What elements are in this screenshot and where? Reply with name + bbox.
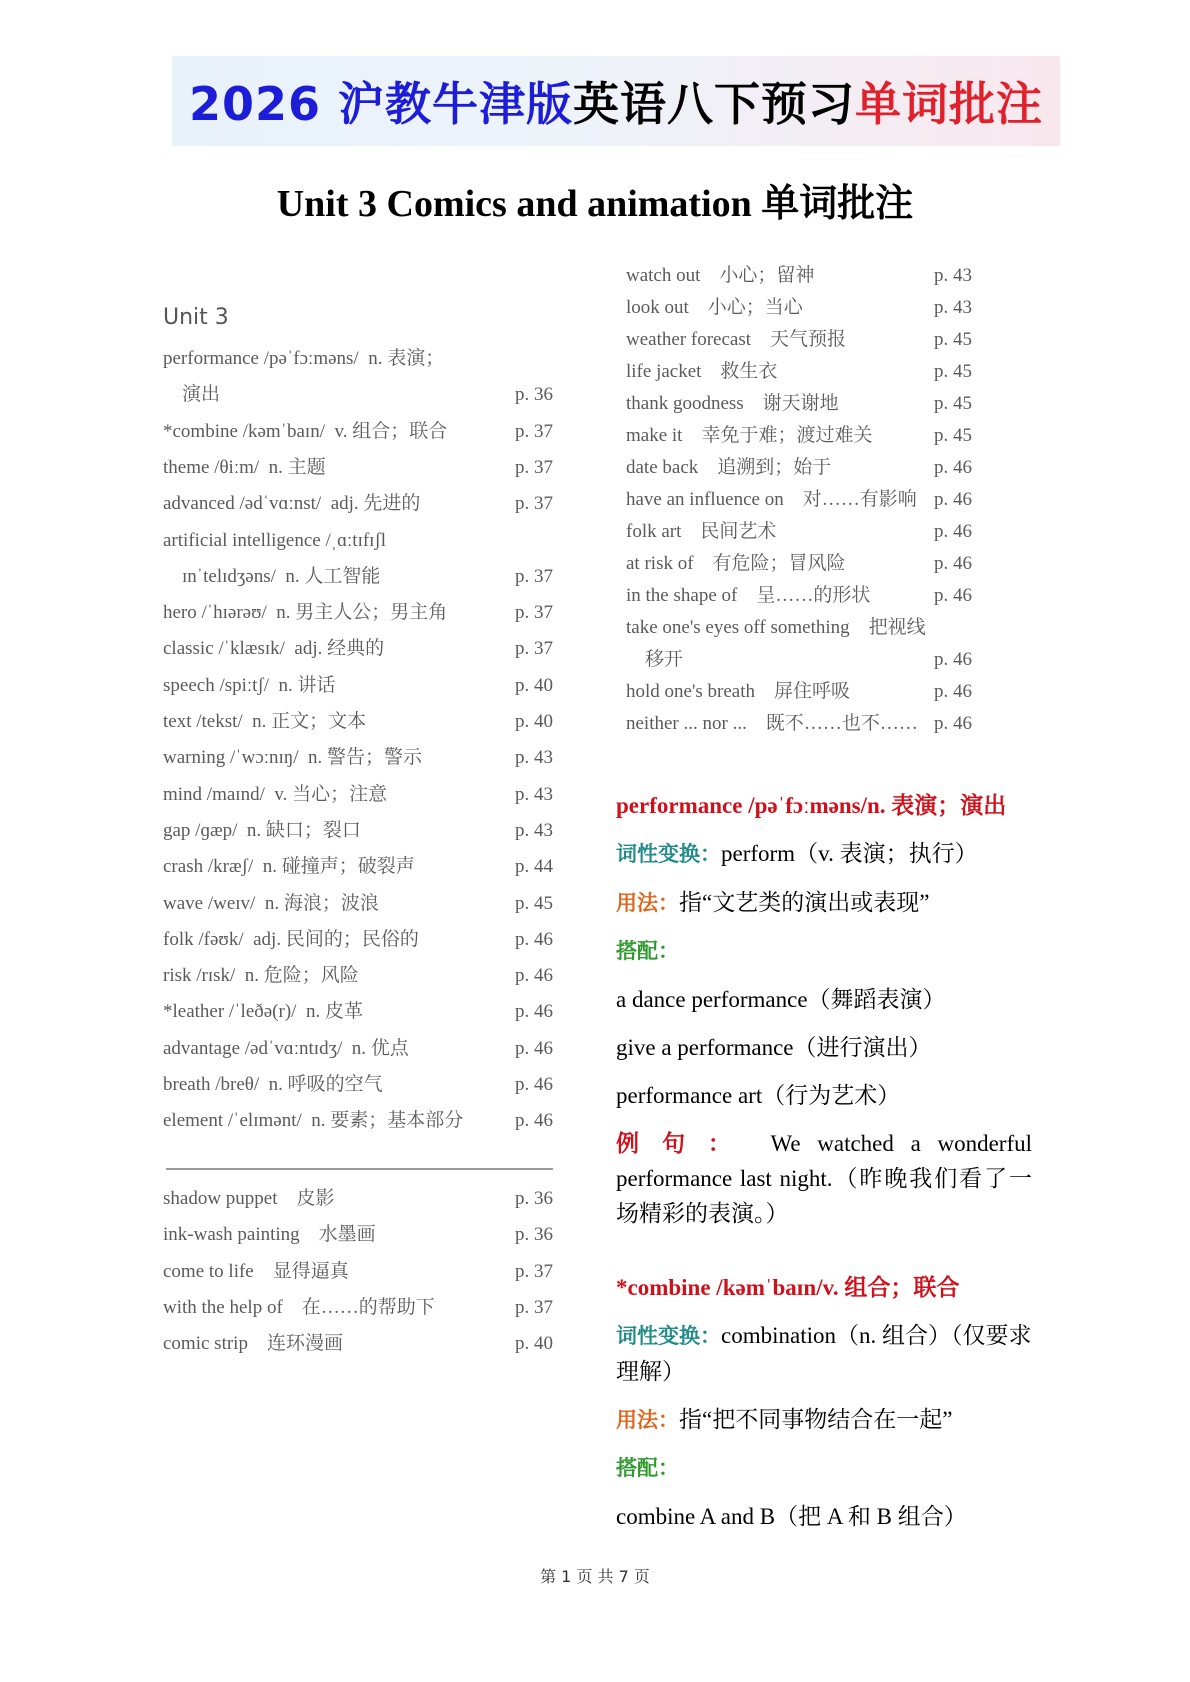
vocab-row <box>163 705 563 739</box>
phrase-row <box>626 644 976 676</box>
page-reference: p. 37 <box>515 565 553 587</box>
banner-part-1: 2026 沪教牛津版 <box>188 77 574 131</box>
vocab-term: element /ˈelɪmənt/ n. 要素；基本部分 <box>163 1110 464 1132</box>
page-reference: p. 46 <box>515 1037 553 1059</box>
vocab-term: advantage /ədˈvɑːntɪdʒ/ n. 优点 <box>163 1037 409 1059</box>
phrase-row <box>626 420 976 452</box>
page-reference: p. 46 <box>934 713 972 734</box>
vocab-term: thank goodness 谢天谢地 <box>626 393 839 414</box>
page-reference: p. 43 <box>934 297 972 318</box>
vocab-row <box>163 342 563 376</box>
phrase-row <box>163 1182 563 1216</box>
vocab-term: 演出 <box>163 384 221 406</box>
vocab-term: breath /breθ/ n. 呼吸的空气 <box>163 1074 383 1095</box>
vocab-row <box>163 415 563 449</box>
page-reference: p. 37 <box>515 1260 553 1282</box>
page-reference: p. 46 <box>934 649 972 670</box>
phrase-row <box>626 388 976 420</box>
vocab-row <box>163 378 563 412</box>
phrase-row <box>163 1327 563 1361</box>
vocab-term: advanced /ədˈvɑːnst/ adj. 先进的 <box>163 493 421 515</box>
page-reference: p. 37 <box>515 420 553 442</box>
vocab-term: mind /maɪnd/ v. 当心；注意 <box>163 783 388 805</box>
vocab-row <box>163 524 563 558</box>
vocab-row <box>163 959 563 993</box>
page-reference: p. 46 <box>934 585 972 606</box>
phrase-row <box>626 580 976 612</box>
phrase-row <box>626 484 976 516</box>
phrase-row <box>163 1291 563 1325</box>
entry-example <box>616 1126 1032 1231</box>
vocab-term: ink-wash painting 水墨画 <box>163 1224 376 1246</box>
page-reference: p. 36 <box>515 384 553 406</box>
unit-heading: Unit 3 <box>163 305 229 330</box>
vocab-term: weather forecast 天气预报 <box>626 329 847 350</box>
page-reference: p. 45 <box>934 393 972 414</box>
usage-text: 指“把不同事物结合在一起” <box>679 1407 953 1432</box>
vocab-term: in the shape of 呈……的形状 <box>626 585 871 606</box>
phrase-row <box>626 260 976 292</box>
page-reference: p. 46 <box>934 553 972 574</box>
vocab-term: have an influence on 对……有影响 <box>626 489 917 510</box>
page-reference: p. 43 <box>515 819 553 841</box>
vocab-term: theme /θiːm/ n. 主题 <box>163 456 326 478</box>
page-reference: p. 45 <box>934 329 972 350</box>
usage-label: 用法： <box>616 891 679 915</box>
vocab-row <box>163 1068 563 1102</box>
vocab-term: folk /fəʊk/ adj. 民间的；民俗的 <box>163 928 419 950</box>
vocab-term: *leather /ˈleðə(r)/ n. 皮革 <box>163 1001 363 1023</box>
entry-usage <box>616 1402 1032 1438</box>
vocab-term: warning /ˈwɔːnɪŋ/ n. 警告；警示 <box>163 747 423 769</box>
entry-usage <box>616 885 1032 921</box>
vocab-term: life jacket 救生衣 <box>626 361 778 382</box>
vocab-term: comic strip 连环漫画 <box>163 1333 343 1355</box>
vocab-term: take one's eyes off something 把视线 <box>626 617 926 638</box>
phrase-row <box>163 1255 563 1289</box>
usage-text: 指“文艺类的演出或表现” <box>679 890 930 915</box>
vocab-term: hold one's breath 屏住呼吸 <box>626 681 851 702</box>
banner-part-2: 英语八下预习 <box>573 77 856 131</box>
page-reference: p. 45 <box>934 425 972 446</box>
vocab-row <box>163 778 563 812</box>
vocab-row <box>163 632 563 666</box>
page-reference: p. 45 <box>515 892 553 914</box>
page-reference: p. 37 <box>515 456 553 478</box>
conversion-label: 词性变换： <box>616 842 721 866</box>
vocab-row <box>163 923 563 957</box>
phrase-row <box>626 292 976 324</box>
collocation-label: 搭配： <box>616 1456 679 1480</box>
page-reference: p. 40 <box>515 674 553 696</box>
vocab-row <box>163 1032 563 1066</box>
vocab-term: 移开 <box>626 649 684 670</box>
banner-part-3: 单词批注 <box>855 77 1044 131</box>
page-reference: p. 46 <box>934 521 972 542</box>
page-reference: p. 36 <box>515 1224 553 1246</box>
vocab-row <box>163 814 563 848</box>
page-reference: p. 40 <box>515 1333 553 1355</box>
collocation-item: combine A and B（把 A 和 B 组合） <box>616 1504 967 1529</box>
vocab-term: folk art 民间艺术 <box>626 521 777 542</box>
vocab-row <box>163 596 563 630</box>
page-reference: p. 43 <box>934 265 972 286</box>
vocab-term: hero /ˈhɪərəʊ/ n. 男主人公；男主角 <box>163 602 448 624</box>
collocation-item: a dance performance（舞蹈表演） <box>616 987 946 1012</box>
vocab-row <box>163 560 563 594</box>
page-reference: p. 37 <box>515 1296 553 1318</box>
vocab-term: risk /rɪsk/ n. 危险；风险 <box>163 965 359 987</box>
phrase-row <box>163 1218 563 1252</box>
vocab-row <box>163 487 563 521</box>
entry-combine <box>616 1270 1032 1534</box>
page-footer: 第 1 页 共 7 页 <box>540 1567 650 1586</box>
vocab-term: wave /weɪv/ n. 海浪；波浪 <box>163 892 379 914</box>
phrase-row <box>626 324 976 356</box>
page-reference: p. 45 <box>934 361 972 382</box>
divider <box>166 1168 553 1170</box>
vocab-term: ɪnˈtelɪdʒəns/ n. 人工智能 <box>163 565 381 587</box>
collocation-item: performance art（行为艺术） <box>616 1083 901 1108</box>
phrase-row <box>626 548 976 580</box>
page-reference: p. 37 <box>515 602 553 624</box>
page-title: Unit 3 Comics and animation 单词批注 <box>276 183 914 225</box>
page-reference: p. 46 <box>934 489 972 510</box>
vocab-row <box>163 451 563 485</box>
entry-headword: *combine /kəmˈbaɪn/v. 组合；联合 <box>616 1275 960 1300</box>
example-label: 例句： <box>616 1131 754 1156</box>
vocab-term: crash /kræʃ/ n. 碰撞声；破裂声 <box>163 856 415 878</box>
vocab-term: with the help of 在……的帮助下 <box>163 1296 435 1318</box>
vocab-term: at risk of 有危险；冒风险 <box>626 553 846 574</box>
vocab-row <box>163 1104 563 1138</box>
page-reference: p. 40 <box>515 711 553 732</box>
vocab-term: gap /ɡæp/ n. 缺口；裂口 <box>163 819 361 841</box>
vocab-term: make it 幸免于难；渡过难关 <box>626 425 873 446</box>
vocab-row <box>163 741 563 775</box>
vocab-row <box>163 995 563 1029</box>
phrase-row <box>626 452 976 484</box>
collocation-label: 搭配： <box>616 939 679 963</box>
entry-conversion <box>616 836 1032 872</box>
vocab-row <box>163 669 563 703</box>
vocab-term: performance /pəˈfɔːməns/ n. 表演； <box>163 348 445 369</box>
collocation-item: give a performance（进行演出） <box>616 1035 932 1060</box>
page-reference: p. 46 <box>515 1001 553 1023</box>
vocab-term: speech /spiːtʃ/ n. 讲话 <box>163 674 336 696</box>
vocab-term: *combine /kəmˈbaɪn/ v. 组合；联合 <box>163 420 448 442</box>
page-reference: p. 46 <box>515 1110 553 1132</box>
page-reference: p. 46 <box>934 457 972 478</box>
example-text: We watched a wonderful performance last night.（昨晚我们看了一场精彩的表演。） <box>616 1131 1032 1226</box>
vocab-term: watch out 小心；留神 <box>626 265 815 286</box>
vocab-term: artificial intelligence /ˌɑːtɪfɪʃl <box>163 529 387 551</box>
phrase-row <box>626 356 976 388</box>
vocab-row <box>163 850 563 884</box>
vocab-term: classic /ˈklæsɪk/ adj. 经典的 <box>163 638 385 660</box>
page-reference: p. 43 <box>515 783 553 805</box>
page-reference: p. 46 <box>515 965 553 987</box>
vocab-term: shadow puppet 皮影 <box>163 1188 335 1209</box>
entry-headword: performance /pəˈfɔːməns/n. 表演；演出 <box>616 793 1007 818</box>
page-reference: p. 46 <box>934 681 972 702</box>
vocab-term: look out 小心；当心 <box>626 297 803 318</box>
vocab-row <box>163 887 563 921</box>
page-reference: p. 46 <box>515 1074 553 1095</box>
phrase-row <box>626 708 976 740</box>
page-reference: p. 37 <box>515 638 553 660</box>
vocab-term: come to life 显得逼真 <box>163 1260 349 1282</box>
conversion-text: perform（v. 表演；执行） <box>721 841 978 866</box>
phrase-row <box>626 612 976 644</box>
vocab-term: text /tekst/ n. 正文；文本 <box>163 711 367 732</box>
usage-label: 用法： <box>616 1408 679 1432</box>
phrase-row <box>626 516 976 548</box>
phrase-row <box>626 676 976 708</box>
entry-performance <box>616 788 1032 1231</box>
vocab-term: date back 追溯到；始于 <box>626 457 832 478</box>
page-reference: p. 43 <box>515 747 553 769</box>
conversion-text: combination（n. 组合）（仅要求理解） <box>616 1323 1032 1384</box>
page-reference: p. 44 <box>515 856 553 878</box>
page-reference: p. 36 <box>515 1188 553 1209</box>
page-reference: p. 37 <box>515 493 553 515</box>
page-banner <box>172 56 1060 146</box>
conversion-label: 词性变换： <box>616 1324 721 1348</box>
vocab-term: neither ... nor ... 既不……也不…… <box>626 713 918 734</box>
page-reference: p. 46 <box>515 928 553 950</box>
entry-conversion <box>616 1318 1032 1389</box>
